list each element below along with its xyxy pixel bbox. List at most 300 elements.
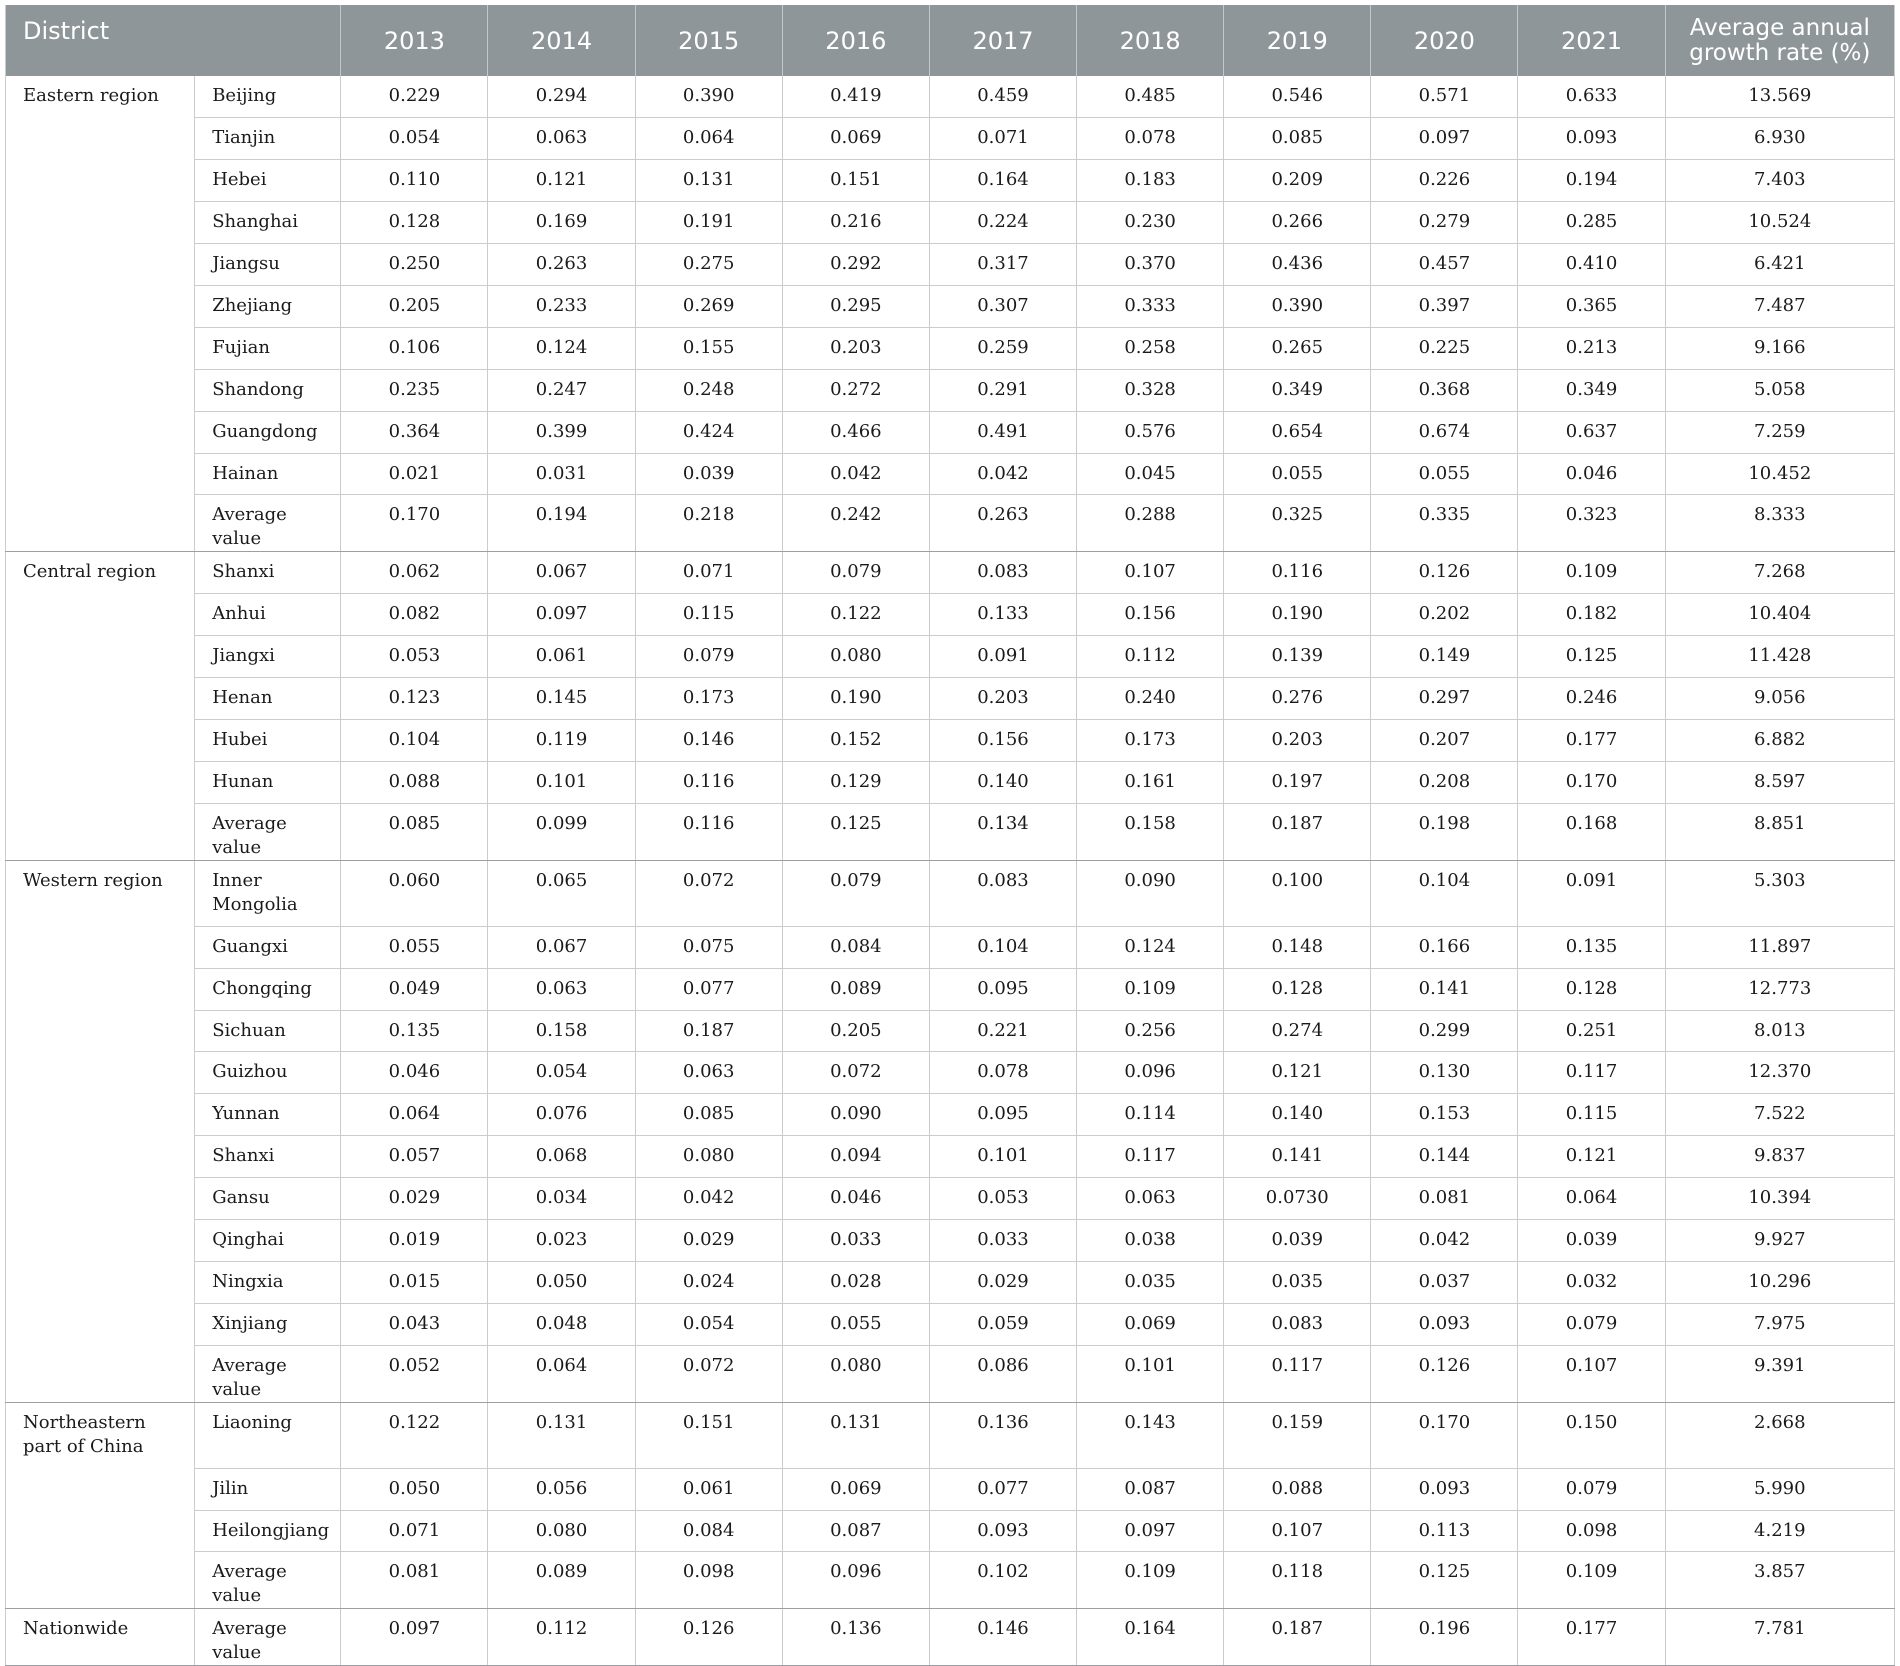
table-row <box>6 1010 1895 1052</box>
value-cell: 0.143 <box>1077 1402 1224 1468</box>
value-cell: 0.053 <box>341 636 488 678</box>
table-row <box>6 636 1895 678</box>
value-cell: 0.202 <box>1371 594 1518 636</box>
value-cell: 0.116 <box>635 761 782 803</box>
value-cell: 0.213 <box>1518 327 1665 369</box>
province-cell: Average value <box>195 1609 341 1666</box>
value-cell: 0.131 <box>488 1402 635 1468</box>
value-cell: 0.028 <box>782 1261 929 1303</box>
value-cell: 0.033 <box>929 1219 1076 1261</box>
value-cell: 0.140 <box>929 761 1076 803</box>
value-cell: 0.139 <box>1224 636 1371 678</box>
value-cell: 0.546 <box>1224 76 1371 118</box>
table-row <box>6 594 1895 636</box>
province-cell: Hubei <box>195 719 341 761</box>
value-cell: 0.102 <box>929 1552 1076 1609</box>
value-cell: 0.088 <box>341 761 488 803</box>
value-cell: 0.054 <box>488 1052 635 1094</box>
value-cell: 0.122 <box>782 594 929 636</box>
value-cell: 0.079 <box>782 860 929 926</box>
table-row <box>6 202 1895 244</box>
table-row <box>6 1609 1895 1666</box>
growth-rate-cell: 8.851 <box>1665 803 1894 860</box>
value-cell: 0.242 <box>782 495 929 552</box>
province-cell: Average value <box>195 495 341 552</box>
value-cell: 0.104 <box>929 926 1076 968</box>
value-cell: 0.098 <box>1518 1510 1665 1552</box>
table-row <box>6 1510 1895 1552</box>
value-cell: 0.292 <box>782 244 929 286</box>
value-cell: 0.136 <box>782 1609 929 1666</box>
value-cell: 0.419 <box>782 76 929 118</box>
value-cell: 0.081 <box>1371 1178 1518 1220</box>
header-district: District <box>6 5 341 76</box>
growth-rate-cell: 10.524 <box>1665 202 1894 244</box>
value-cell: 0.117 <box>1224 1345 1371 1402</box>
value-cell: 0.054 <box>635 1303 782 1345</box>
growth-rate-cell: 6.930 <box>1665 118 1894 160</box>
value-cell: 0.197 <box>1224 761 1371 803</box>
value-cell: 0.457 <box>1371 244 1518 286</box>
value-cell: 0.170 <box>341 495 488 552</box>
value-cell: 0.055 <box>1371 453 1518 495</box>
header-year: 2018 <box>1077 5 1224 76</box>
value-cell: 0.187 <box>635 1010 782 1052</box>
province-cell: Fujian <box>195 327 341 369</box>
value-cell: 0.317 <box>929 244 1076 286</box>
value-cell: 0.259 <box>929 327 1076 369</box>
value-cell: 0.032 <box>1518 1261 1665 1303</box>
value-cell: 0.148 <box>1224 926 1371 968</box>
value-cell: 0.045 <box>1077 453 1224 495</box>
value-cell: 0.029 <box>635 1219 782 1261</box>
growth-rate-cell: 9.837 <box>1665 1136 1894 1178</box>
value-cell: 0.170 <box>1518 761 1665 803</box>
value-cell: 0.459 <box>929 76 1076 118</box>
table-row <box>6 327 1895 369</box>
value-cell: 0.124 <box>488 327 635 369</box>
value-cell: 0.654 <box>1224 411 1371 453</box>
table-row <box>6 118 1895 160</box>
value-cell: 0.226 <box>1371 160 1518 202</box>
province-cell: Average value <box>195 803 341 860</box>
growth-rate-cell: 8.333 <box>1665 495 1894 552</box>
value-cell: 0.054 <box>341 118 488 160</box>
value-cell: 0.491 <box>929 411 1076 453</box>
growth-rate-cell: 5.990 <box>1665 1468 1894 1510</box>
value-cell: 0.233 <box>488 285 635 327</box>
value-cell: 0.064 <box>635 118 782 160</box>
value-cell: 0.205 <box>782 1010 929 1052</box>
table-row <box>6 369 1895 411</box>
value-cell: 0.198 <box>1371 803 1518 860</box>
value-cell: 0.161 <box>1077 761 1224 803</box>
table-row <box>6 1052 1895 1094</box>
growth-rate-cell: 8.597 <box>1665 761 1894 803</box>
value-cell: 0.081 <box>341 1552 488 1609</box>
value-cell: 0.053 <box>929 1178 1076 1220</box>
value-cell: 0.164 <box>1077 1609 1224 1666</box>
province-cell: Liaoning <box>195 1402 341 1468</box>
value-cell: 0.166 <box>1371 926 1518 968</box>
value-cell: 0.637 <box>1518 411 1665 453</box>
value-cell: 0.390 <box>1224 285 1371 327</box>
value-cell: 0.093 <box>1518 118 1665 160</box>
growth-rate-cell: 3.857 <box>1665 1552 1894 1609</box>
value-cell: 0.019 <box>341 1219 488 1261</box>
value-cell: 0.109 <box>1077 1552 1224 1609</box>
value-cell: 0.291 <box>929 369 1076 411</box>
value-cell: 0.061 <box>488 636 635 678</box>
value-cell: 0.203 <box>929 678 1076 720</box>
province-cell: Ningxia <box>195 1261 341 1303</box>
value-cell: 0.135 <box>1518 926 1665 968</box>
header-year: 2019 <box>1224 5 1371 76</box>
value-cell: 0.295 <box>782 285 929 327</box>
province-cell: Zhejiang <box>195 285 341 327</box>
province-cell: Xinjiang <box>195 1303 341 1345</box>
value-cell: 0.140 <box>1224 1094 1371 1136</box>
value-cell: 0.109 <box>1518 1552 1665 1609</box>
table-row <box>6 285 1895 327</box>
value-cell: 0.168 <box>1518 803 1665 860</box>
value-cell: 0.207 <box>1371 719 1518 761</box>
value-cell: 0.071 <box>929 118 1076 160</box>
value-cell: 0.194 <box>488 495 635 552</box>
value-cell: 0.063 <box>488 118 635 160</box>
value-cell: 0.263 <box>488 244 635 286</box>
value-cell: 0.115 <box>635 594 782 636</box>
value-cell: 0.399 <box>488 411 635 453</box>
province-cell: Sichuan <box>195 1010 341 1052</box>
value-cell: 0.149 <box>1371 636 1518 678</box>
value-cell: 0.078 <box>1077 118 1224 160</box>
value-cell: 0.096 <box>1077 1052 1224 1094</box>
value-cell: 0.158 <box>1077 803 1224 860</box>
value-cell: 0.077 <box>929 1468 1076 1510</box>
province-cell: Jiangsu <box>195 244 341 286</box>
province-cell: Shanghai <box>195 202 341 244</box>
value-cell: 0.042 <box>929 453 1076 495</box>
header-year: 2020 <box>1371 5 1518 76</box>
value-cell: 0.263 <box>929 495 1076 552</box>
table-row <box>6 552 1895 594</box>
value-cell: 0.029 <box>929 1261 1076 1303</box>
value-cell: 0.109 <box>1077 968 1224 1010</box>
value-cell: 0.370 <box>1077 244 1224 286</box>
region-cell: Northeastern part of China <box>6 1402 195 1609</box>
value-cell: 0.110 <box>341 160 488 202</box>
growth-rate-cell: 7.403 <box>1665 160 1894 202</box>
value-cell: 0.247 <box>488 369 635 411</box>
value-cell: 0.072 <box>782 1052 929 1094</box>
value-cell: 0.097 <box>1077 1510 1224 1552</box>
growth-rate-cell: 10.404 <box>1665 594 1894 636</box>
value-cell: 0.333 <box>1077 285 1224 327</box>
table-row <box>6 495 1895 552</box>
value-cell: 0.100 <box>1224 860 1371 926</box>
table-row <box>6 1136 1895 1178</box>
value-cell: 0.112 <box>488 1609 635 1666</box>
value-cell: 0.156 <box>1077 594 1224 636</box>
value-cell: 0.064 <box>488 1345 635 1402</box>
value-cell: 0.240 <box>1077 678 1224 720</box>
value-cell: 0.335 <box>1371 495 1518 552</box>
value-cell: 0.083 <box>929 860 1076 926</box>
value-cell: 0.101 <box>488 761 635 803</box>
table-row <box>6 1178 1895 1220</box>
value-cell: 0.062 <box>341 552 488 594</box>
value-cell: 0.187 <box>1224 1609 1371 1666</box>
table-row <box>6 860 1895 926</box>
value-cell: 0.126 <box>635 1609 782 1666</box>
value-cell: 0.203 <box>782 327 929 369</box>
value-cell: 0.218 <box>635 495 782 552</box>
value-cell: 0.275 <box>635 244 782 286</box>
value-cell: 0.046 <box>341 1052 488 1094</box>
value-cell: 0.097 <box>341 1609 488 1666</box>
value-cell: 0.134 <box>929 803 1076 860</box>
value-cell: 0.466 <box>782 411 929 453</box>
region-cell: Nationwide <box>6 1609 195 1666</box>
value-cell: 0.060 <box>341 860 488 926</box>
value-cell: 0.131 <box>782 1402 929 1468</box>
value-cell: 0.152 <box>782 719 929 761</box>
growth-rate-cell: 9.166 <box>1665 327 1894 369</box>
value-cell: 0.272 <box>782 369 929 411</box>
province-cell: Guangdong <box>195 411 341 453</box>
value-cell: 0.129 <box>782 761 929 803</box>
value-cell: 0.080 <box>488 1510 635 1552</box>
value-cell: 0.297 <box>1371 678 1518 720</box>
value-cell: 0.076 <box>488 1094 635 1136</box>
region-cell: Western region <box>6 860 195 1402</box>
value-cell: 0.098 <box>635 1552 782 1609</box>
value-cell: 0.083 <box>929 552 1076 594</box>
value-cell: 0.079 <box>1518 1468 1665 1510</box>
province-cell: Tianjin <box>195 118 341 160</box>
value-cell: 0.133 <box>929 594 1076 636</box>
value-cell: 0.265 <box>1224 327 1371 369</box>
growth-rate-cell: 11.897 <box>1665 926 1894 968</box>
value-cell: 0.050 <box>488 1261 635 1303</box>
table-row <box>6 1303 1895 1345</box>
value-cell: 0.128 <box>1224 968 1371 1010</box>
value-cell: 0.079 <box>782 552 929 594</box>
value-cell: 0.086 <box>929 1345 1076 1402</box>
value-cell: 0.323 <box>1518 495 1665 552</box>
value-cell: 0.035 <box>1077 1261 1224 1303</box>
province-cell: Hunan <box>195 761 341 803</box>
value-cell: 0.107 <box>1077 552 1224 594</box>
value-cell: 0.071 <box>635 552 782 594</box>
value-cell: 0.042 <box>635 1178 782 1220</box>
table-row <box>6 160 1895 202</box>
province-cell: Anhui <box>195 594 341 636</box>
growth-rate-cell: 9.391 <box>1665 1345 1894 1402</box>
value-cell: 0.131 <box>635 160 782 202</box>
value-cell: 0.031 <box>488 453 635 495</box>
province-cell: Jiangxi <box>195 636 341 678</box>
table-row <box>6 761 1895 803</box>
growth-rate-cell: 2.668 <box>1665 1402 1894 1468</box>
header-row <box>6 5 1895 76</box>
value-cell: 0.095 <box>929 968 1076 1010</box>
province-cell: Chongqing <box>195 968 341 1010</box>
value-cell: 0.069 <box>1077 1303 1224 1345</box>
value-cell: 0.061 <box>635 1468 782 1510</box>
value-cell: 0.364 <box>341 411 488 453</box>
value-cell: 0.091 <box>1518 860 1665 926</box>
value-cell: 0.436 <box>1224 244 1371 286</box>
growth-rate-cell: 9.056 <box>1665 678 1894 720</box>
table-row <box>6 244 1895 286</box>
growth-rate-cell: 7.259 <box>1665 411 1894 453</box>
value-cell: 0.151 <box>635 1402 782 1468</box>
value-cell: 0.069 <box>782 1468 929 1510</box>
value-cell: 0.090 <box>782 1094 929 1136</box>
value-cell: 0.182 <box>1518 594 1665 636</box>
value-cell: 0.125 <box>1371 1552 1518 1609</box>
value-cell: 0.023 <box>488 1219 635 1261</box>
value-cell: 0.034 <box>488 1178 635 1220</box>
province-cell: Qinghai <box>195 1219 341 1261</box>
value-cell: 0.082 <box>341 594 488 636</box>
value-cell: 0.119 <box>488 719 635 761</box>
value-cell: 0.0730 <box>1224 1178 1371 1220</box>
value-cell: 0.099 <box>488 803 635 860</box>
growth-rate-cell: 5.058 <box>1665 369 1894 411</box>
value-cell: 0.093 <box>929 1510 1076 1552</box>
province-cell: Guizhou <box>195 1052 341 1094</box>
value-cell: 0.183 <box>1077 160 1224 202</box>
value-cell: 0.122 <box>341 1402 488 1468</box>
value-cell: 0.124 <box>1077 926 1224 968</box>
province-cell: Jilin <box>195 1468 341 1510</box>
value-cell: 0.121 <box>1224 1052 1371 1094</box>
value-cell: 0.191 <box>635 202 782 244</box>
growth-rate-cell: 13.569 <box>1665 76 1894 118</box>
value-cell: 0.042 <box>1371 1219 1518 1261</box>
value-cell: 0.203 <box>1224 719 1371 761</box>
value-cell: 0.126 <box>1371 1345 1518 1402</box>
value-cell: 0.049 <box>341 968 488 1010</box>
header-year: 2013 <box>341 5 488 76</box>
value-cell: 0.230 <box>1077 202 1224 244</box>
value-cell: 0.089 <box>782 968 929 1010</box>
value-cell: 0.043 <box>341 1303 488 1345</box>
value-cell: 0.266 <box>1224 202 1371 244</box>
value-cell: 0.029 <box>341 1178 488 1220</box>
value-cell: 0.121 <box>488 160 635 202</box>
value-cell: 0.365 <box>1518 285 1665 327</box>
table-row <box>6 76 1895 118</box>
value-cell: 0.055 <box>341 926 488 968</box>
value-cell: 0.096 <box>782 1552 929 1609</box>
value-cell: 0.158 <box>488 1010 635 1052</box>
growth-rate-cell: 7.781 <box>1665 1609 1894 1666</box>
value-cell: 0.159 <box>1224 1402 1371 1468</box>
value-cell: 0.118 <box>1224 1552 1371 1609</box>
value-cell: 0.135 <box>341 1010 488 1052</box>
value-cell: 0.052 <box>341 1345 488 1402</box>
province-cell: Yunnan <box>195 1094 341 1136</box>
value-cell: 0.368 <box>1371 369 1518 411</box>
province-cell: Hebei <box>195 160 341 202</box>
growth-rate-cell: 6.421 <box>1665 244 1894 286</box>
province-cell: Shandong <box>195 369 341 411</box>
value-cell: 0.177 <box>1518 1609 1665 1666</box>
value-cell: 0.170 <box>1371 1402 1518 1468</box>
value-cell: 0.055 <box>782 1303 929 1345</box>
value-cell: 0.117 <box>1518 1052 1665 1094</box>
table-row <box>6 1402 1895 1468</box>
value-cell: 0.080 <box>782 1345 929 1402</box>
header-year: 2015 <box>635 5 782 76</box>
table-row <box>6 968 1895 1010</box>
province-cell: Average value <box>195 1345 341 1402</box>
value-cell: 0.079 <box>635 636 782 678</box>
value-cell: 0.225 <box>1371 327 1518 369</box>
value-cell: 0.071 <box>341 1510 488 1552</box>
value-cell: 0.136 <box>929 1402 1076 1468</box>
table-row <box>6 411 1895 453</box>
value-cell: 0.187 <box>1224 803 1371 860</box>
province-cell: Inner Mongolia <box>195 860 341 926</box>
table-row <box>6 1261 1895 1303</box>
table-row <box>6 1219 1895 1261</box>
value-cell: 0.106 <box>341 327 488 369</box>
value-cell: 0.150 <box>1518 1402 1665 1468</box>
value-cell: 0.065 <box>488 860 635 926</box>
value-cell: 0.130 <box>1371 1052 1518 1094</box>
region-cell: Eastern region <box>6 76 195 552</box>
value-cell: 0.125 <box>1518 636 1665 678</box>
value-cell: 0.101 <box>929 1136 1076 1178</box>
value-cell: 0.113 <box>1371 1510 1518 1552</box>
growth-rate-cell: 12.773 <box>1665 968 1894 1010</box>
value-cell: 0.128 <box>341 202 488 244</box>
value-cell: 0.274 <box>1224 1010 1371 1052</box>
value-cell: 0.485 <box>1077 76 1224 118</box>
growth-rate-cell: 9.927 <box>1665 1219 1894 1261</box>
growth-rate-cell: 10.296 <box>1665 1261 1894 1303</box>
growth-rate-cell: 7.975 <box>1665 1303 1894 1345</box>
value-cell: 0.090 <box>1077 860 1224 926</box>
value-cell: 0.216 <box>782 202 929 244</box>
value-cell: 0.156 <box>929 719 1076 761</box>
value-cell: 0.015 <box>341 1261 488 1303</box>
value-cell: 0.146 <box>929 1609 1076 1666</box>
value-cell: 0.094 <box>782 1136 929 1178</box>
value-cell: 0.229 <box>341 76 488 118</box>
value-cell: 0.325 <box>1224 495 1371 552</box>
value-cell: 0.674 <box>1371 411 1518 453</box>
province-cell: Guangxi <box>195 926 341 968</box>
value-cell: 0.080 <box>782 636 929 678</box>
value-cell: 0.068 <box>488 1136 635 1178</box>
value-cell: 0.072 <box>635 860 782 926</box>
value-cell: 0.038 <box>1077 1219 1224 1261</box>
value-cell: 0.067 <box>488 926 635 968</box>
growth-rate-cell: 7.522 <box>1665 1094 1894 1136</box>
growth-rate-cell: 7.268 <box>1665 552 1894 594</box>
value-cell: 0.084 <box>635 1510 782 1552</box>
value-cell: 0.144 <box>1371 1136 1518 1178</box>
value-cell: 0.121 <box>1518 1136 1665 1178</box>
value-cell: 0.141 <box>1371 968 1518 1010</box>
value-cell: 0.039 <box>1224 1219 1371 1261</box>
